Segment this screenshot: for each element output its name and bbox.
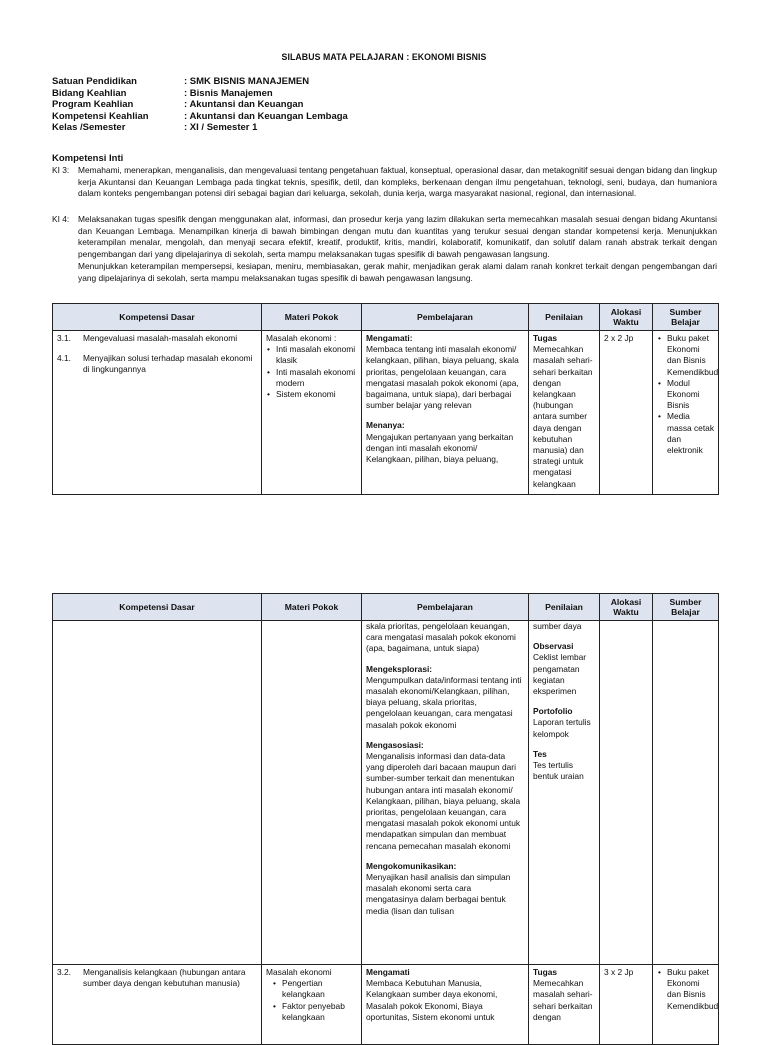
ki3-text: Memahami, menerapkan, menganalisis, dan mengevaluasi tentang pengetahuan faktual, konseptual, operasional dasar, dan metakognitif sesuai dengan bidang dan lingkup kerja Akuntansi dan Keuangan Lembaga pada tingkat teknis, spesifik, detil, dan kompleks, berkenaan dengan ilmu pengetahuan, teknologi, seni, budaya, dan humaniora dalam konteks pengembangan potensi diri sebagai bagian dari keluarga, sekolah, dunia kerja, warga masyarakat nasional, regional, dan internasional. <box>78 165 717 199</box>
mengasosiasi-heading: Mengasosiasi: <box>366 739 424 750</box>
list-item: • Sistem ekonomi <box>276 389 357 400</box>
mengamati-heading: Mengamati: <box>366 333 413 343</box>
list-item: • Media massa cetak dan elektronik <box>667 411 714 456</box>
kd-item <box>57 333 257 344</box>
penilaian-cell <box>529 331 600 495</box>
header-sumber-belajar: Sumber Belajar <box>653 594 719 621</box>
list-item: • Inti masalah ekonomi modern <box>276 367 357 389</box>
list-item: • Buku paket Ekonomi dan Bisnis Kemendikbud <box>667 333 714 378</box>
table-row <box>53 621 719 965</box>
header-kompetensi-dasar: Kompetensi Dasar <box>53 594 262 621</box>
info-value: : Bisnis Manajemen <box>184 87 273 99</box>
penilaian-cell <box>529 965 600 1045</box>
info-value: : XI / Semester 1 <box>184 122 258 134</box>
header-materi-pokok: Materi Pokok <box>262 304 362 331</box>
spacer <box>57 344 257 353</box>
info-value: : Akuntansi dan Keuangan Lembaga <box>184 110 348 122</box>
kd-cell <box>53 965 262 1045</box>
list-item: • Inti masalah ekonomi klasik <box>276 344 357 366</box>
materi-cell <box>262 965 362 1045</box>
portofolio-text: Laporan tertulis kelompok <box>533 717 591 739</box>
kd-text: Menyajikan solusi terhadap masalah ekonomi di lingkungannya <box>83 353 253 375</box>
sumber-list <box>657 967 719 1012</box>
mengasosiasi-text: Menganalisis informasi dan data-data yang diperoleh dari bacaan maupun dari sumber-sumber terkait dan menentukan hubungan antara inti masalah ekonomi/ Kelangkaan, pilihan, biaya peluang, skala prioritas, pengelolaan keuangan, cara mengatasi masalah pokok ekonomi untuk mendapatkan simpulan dan membuat rencana pemecahan masalah ekonomi <box>366 751 521 851</box>
ki3-block <box>52 165 717 200</box>
menanya-heading: Menanya: <box>366 420 405 431</box>
ki-heading: Kompetensi Inti <box>52 153 124 164</box>
mengamati-heading: Mengamati <box>366 967 410 977</box>
syllabus-table-1 <box>52 303 719 495</box>
header-alokasi-waktu: Alokasi Waktu <box>600 594 653 621</box>
sumber-cell <box>653 965 719 1045</box>
kd-text: Menganalisis kelangkaan (hubungan antara sumber daya dengan kebutuhan manusia) <box>83 967 246 989</box>
kd-cell <box>53 621 262 965</box>
tugas-heading: Tugas <box>533 967 558 977</box>
mengamati-text: Membaca Kebutuhan Manusia, Kelangkaan sumber daya ekonomi, Masalah pokok Ekonomi, Biaya oportunitas, Sistem ekonomi untuk <box>366 978 498 1022</box>
ki3-number: KI 3: <box>52 165 70 175</box>
pembelajaran-cell <box>362 331 529 495</box>
info-label: Bidang Keahlian <box>52 87 127 99</box>
alokasi-cell: 2 x 2 Jp <box>600 331 653 495</box>
ki4-number: KI 4: <box>52 214 70 224</box>
kd-number: 3.2. <box>57 967 71 977</box>
continued-text: sumber daya <box>533 621 582 631</box>
header-pembelajaran: Pembelajaran <box>362 594 529 621</box>
materi-heading: Masalah ekonomi : <box>266 333 337 343</box>
mengamati-text: Membaca tentang inti masalah ekonomi/ kelangkaan, pilihan, biaya peluang, skala prioritas, pengelolaan keuangan, cara mengatasi masalah pokok ekonomi (apa, bagaimana, untuk siapa), dari berbagai sumber belajar yang relevan <box>366 344 519 411</box>
tugas-heading: Tugas <box>533 333 558 343</box>
tugas-text: Memecahkan masalah sehari- sehari berkaitan dengan kelangkaan (hubungan antara sumber daya dengan kebutuhan manusia) dan strategi untuk mengatasi kelangkaan <box>533 344 593 489</box>
materi-cell <box>262 331 362 495</box>
list-item: • Buku paket Ekonomi dan Bisnis Kemendikbud <box>667 967 714 1012</box>
materi-heading: Masalah ekonomi <box>266 967 332 977</box>
list-item: • Modul Ekonomi Bisnis <box>667 378 714 412</box>
materi-cell <box>262 621 362 965</box>
ki4-text <box>78 214 717 284</box>
info-value: : SMK BISNIS MANAJEMEN <box>184 76 310 87</box>
kd-text: Mengevaluasi masalah-masalah ekonomi <box>83 333 238 343</box>
menanya-text: Mengajukan pertanyaan yang berkaitan dengan inti masalah ekonomi/ Kelangkaan, pilihan, biaya peluang, <box>366 431 514 465</box>
info-row-kelas <box>52 122 348 134</box>
header-penilaian: Penilaian <box>529 304 600 331</box>
mengeksplorasi-heading: Mengeksplorasi: <box>366 663 433 674</box>
kd-cell <box>53 331 262 495</box>
ki4-paragraph-1: Melaksanakan tugas spesifik dengan menggunakan alat, informasi, dan prosedur kerja yang lazim dilakukan serta memecahkan masalah sesuai dengan bidang Akuntansi dan Keuangan Lembaga. Menampilkan kinerja di bawah bimbingan dengan mutu dan kuantitas yang terukur sesuai dengan standar kompetensi kerja. Menunjukkan keterampilan menalar, mengolah, dan menyaji secara efektif, kreatif, produktif, kritis, mandiri, kolaboratif, komunikatif, dan solutif dalam ranah abstrak terkait dengan pengembangan dari yang dipelajarinya di sekolah, serta mampu melaksanakan tugas spesifik di bawah pengawasan langsung. <box>78 214 717 260</box>
info-label: Satuan Pendidikan <box>52 76 137 87</box>
info-label: Kelas /Semester <box>52 122 126 134</box>
tes-text: Tes tertulis bentuk uraian <box>533 760 584 782</box>
syllabus-table-2 <box>52 593 719 1045</box>
info-row-bidang <box>52 88 348 100</box>
spacer <box>533 697 595 706</box>
spacer <box>366 655 524 664</box>
kd-number: 4.1. <box>57 353 71 364</box>
header-pembelajaran: Pembelajaran <box>362 304 529 331</box>
list-item: • Faktor penyebab kelangkaan <box>282 1001 357 1023</box>
spacer <box>366 411 524 420</box>
mengomunikasikan-heading: Mengokomunikasikan: <box>366 860 457 871</box>
table-row <box>53 965 719 1045</box>
info-label: Kompetensi Keahlian <box>52 110 149 122</box>
kd-item <box>57 353 257 375</box>
penilaian-cell <box>529 621 600 965</box>
table-row <box>53 331 719 495</box>
spacer <box>366 852 524 861</box>
list-item: • Pengertian kelangkaan <box>282 978 357 1000</box>
continued-text: skala prioritas, pengelolaan keuangan, cara mengatasi masalah pokok ekonomi (apa, bagaimana, untuk siapa) <box>366 621 516 654</box>
sumber-list <box>657 333 719 456</box>
header-penilaian: Penilaian <box>529 594 600 621</box>
kd-item <box>57 967 257 989</box>
spacer <box>366 731 524 740</box>
document-title: SILABUS MATA PELAJARAN : EKONOMI BISNIS <box>281 52 487 63</box>
kd-number: 3.1. <box>57 333 71 343</box>
pembelajaran-cell <box>362 621 529 965</box>
ki4-paragraph-2: Menunjukkan keterampilan mempersepsi, kesiapan, meniru, membiasakan, gerak mahir, menjadikan gerak alami dalam ranah konkret terkait dengan pengembangan dari yang dipelajarinya di sekolah, serta mampu melaksanakan tugas spesifik di bawah pengawasan langsung. <box>78 260 717 283</box>
materi-list <box>266 344 357 400</box>
header-materi-pokok: Materi Pokok <box>262 594 362 621</box>
header-alokasi-waktu: Alokasi Waktu <box>600 304 653 331</box>
header-sumber-belajar: Sumber Belajar <box>653 304 719 331</box>
table-header-row <box>53 594 719 621</box>
alokasi-cell: 3 x 2 Jp <box>600 965 653 1045</box>
tes-heading: Tes <box>533 748 547 759</box>
alokasi-cell <box>600 621 653 965</box>
info-row-satuan <box>52 76 348 88</box>
spacer <box>533 740 595 749</box>
spacer <box>533 632 595 641</box>
sumber-cell <box>653 621 719 965</box>
mengomunikasikan-text: Menyajikan hasil analisis dan simpulan masalah ekonomi serta cara mengatasinya dalam berbagai bentuk media (lisan dan tulisan <box>366 872 511 916</box>
sumber-cell <box>653 331 719 495</box>
tugas-text: Memecahkan masalah sehari- sehari berkaitan dengan <box>533 978 593 1022</box>
info-label: Program Keahlian <box>52 99 134 111</box>
table-header-row <box>53 304 719 331</box>
info-row-program <box>52 99 348 111</box>
school-info <box>52 76 348 134</box>
header-kompetensi-dasar: Kompetensi Dasar <box>53 304 262 331</box>
portofolio-heading: Portofolio <box>533 706 573 717</box>
observasi-heading: Observasi <box>533 641 574 652</box>
info-row-kompetensi <box>52 111 348 123</box>
info-value: : Akuntansi dan Keuangan <box>184 99 304 111</box>
pembelajaran-cell <box>362 965 529 1045</box>
mengeksplorasi-text: Mengumpulkan data/informasi tentang inti masalah ekonomi/Kelangkaan, pilihan, biaya peluang, skala prioritas, pengelolaan keuangan, cara mengatasi masalah pokok ekonomi <box>366 674 522 730</box>
observasi-text: Ceklist lembar pengamatan kegiatan eksperimen <box>533 652 587 697</box>
ki4-block <box>52 214 717 284</box>
materi-list <box>266 978 357 1023</box>
